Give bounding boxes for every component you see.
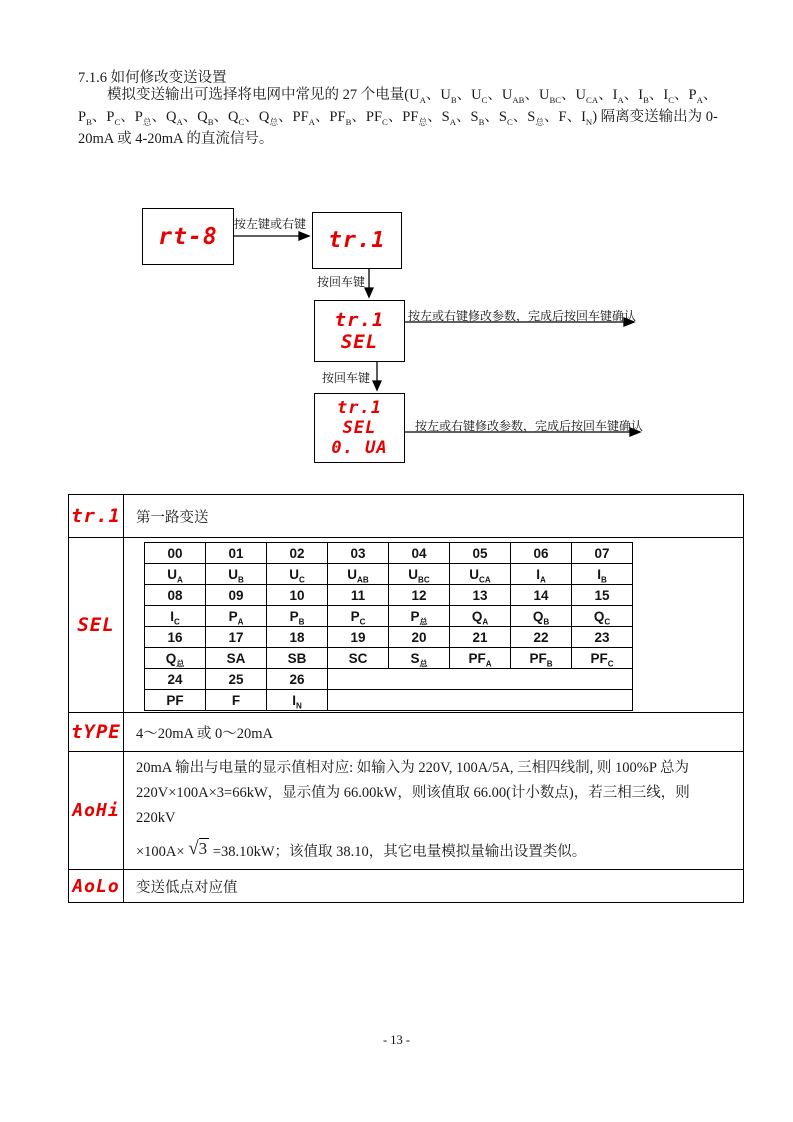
sel-cell: 00 [145,543,206,564]
seg-text: SEL [342,418,377,438]
sel-cell: 06 [511,543,572,564]
sel-cell: $Q_C$ [572,606,633,627]
sel-cell: 21 [450,627,511,648]
seg-label-aohi: AoHi [72,800,120,821]
sel-row [145,648,633,669]
row-label-cell [69,713,124,752]
sel-row [145,669,633,690]
sel-cell: $PF_C$ [572,648,633,669]
sel-cell: $Q_B$ [511,606,572,627]
arrow-label-left-right-key: 按左键或右键 [234,217,307,231]
sel-cell: $U_A$ [145,564,206,585]
sel-matrix-cell [124,538,744,713]
row-label-cell [69,538,124,713]
sel-cell: 09 [206,585,267,606]
sel-cell: 25 [206,669,267,690]
sel-row [145,585,633,606]
sel-cell: 05 [450,543,511,564]
seg-label-sel: SEL [77,614,115,636]
sel-cell: $I_A$ [511,564,572,585]
sel-cell: 01 [206,543,267,564]
sel-cell: $P_C$ [328,606,389,627]
sel-cell: $PF_B$ [511,648,572,669]
sel-row [145,543,633,564]
sel-cell [328,690,633,711]
sel-cell: $Q_总$ [145,648,206,669]
arrow-label-enter-key-2: 按回车键 [322,371,371,385]
sel-cell: $U_{AB}$ [328,564,389,585]
aohi-text-after-sqrt: =38.10kW；该值取 38.10，其它电量模拟量输出设置类似。 [212,844,587,860]
aohi-sqrt-prefix: ×100A× [136,844,185,860]
sel-cell: 11 [328,585,389,606]
seg-text: tr.1 [328,228,386,253]
sel-cell: $I_B$ [572,564,633,585]
sel-cell: $Q_A$ [450,606,511,627]
sel-row [145,690,633,711]
sel-code-table [144,542,633,711]
sel-cell: $U_C$ [267,564,328,585]
sel-cell: 26 [267,669,328,690]
seg-text: 0. UA [331,438,388,458]
display-box-tr1 [312,212,402,269]
arrow-label-enter-key-1: 按回车键 [317,275,366,289]
settings-table [68,494,744,903]
row-label-cell [69,495,124,538]
sel-row [145,606,633,627]
sel-cell: PF [145,690,206,711]
section-heading: 7.1.6 如何修改变送设置 [78,70,227,86]
seg-label-aolo: AoLo [72,875,120,897]
sel-row [145,564,633,585]
sel-cell: SB [267,648,328,669]
sel-cell: $S_总$ [389,648,450,669]
seg-label-type: tYPE [71,721,121,743]
sel-cell [328,669,633,690]
row-label-cell [69,752,124,870]
sel-cell: $I_N$ [267,690,328,711]
page-number: - 13 - [382,1033,411,1047]
row-desc-type: 4～20mA 或 0～20mA [124,713,744,752]
table-row-tr1 [69,495,744,538]
sel-cell: 20 [389,627,450,648]
sel-cell: F [206,690,267,711]
table-row-aolo [69,870,744,903]
intro-paragraph: 模拟变送输出可选择将电网中常见的 27 个电量($U_A$、$U_B$、$U_C$、$U_{AB}$、$U_{BC}$、$U_{CA}$、$I_A$、$I_B$、$I_C$、$P_A$、$P_B$、$P_C$、$P_总$、$Q_A$、$Q_B$、$Q_C$、$Q_总$、$PF_A$、$PF_B$、$PF_C$、$PF_总$、$S_A$、$S_B$、$S_C$、$S_总$、F、$I_N$) 隔离变送输出为 0-20mA 或 4-20mA 的直流信号。 [78,87,718,147]
sel-cell: $U_{BC}$ [389,564,450,585]
sel-cell: 22 [511,627,572,648]
row-desc-tr1: 第一路变送 [124,495,744,538]
table-row-aohi [69,752,744,870]
table-row-sel [69,538,744,713]
sel-cell: 12 [389,585,450,606]
display-box-tr1-sel-ua [314,393,405,463]
seg-text: SEL [340,331,379,353]
table-row-type [69,713,744,752]
sel-cell: $PF_A$ [450,648,511,669]
sel-cell: 15 [572,585,633,606]
sel-cell: 24 [145,669,206,690]
sel-row [145,627,633,648]
sel-cell: 08 [145,585,206,606]
sel-cell: SA [206,648,267,669]
sel-cell: 16 [145,627,206,648]
sel-cell: 03 [328,543,389,564]
sel-cell: 23 [572,627,633,648]
sel-cell: $U_B$ [206,564,267,585]
sqrt-3-symbol [188,836,209,861]
sel-cell: 02 [267,543,328,564]
sel-cell: $P_B$ [267,606,328,627]
seg-text: tr.1 [337,398,382,418]
sel-cell: 13 [450,585,511,606]
seg-text: tr.1 [334,309,385,331]
row-label-cell [69,870,124,903]
aohi-text-2 [136,838,731,865]
row-desc-aohi [124,752,744,870]
sel-cell: 07 [572,543,633,564]
seg-label-tr1: tr.1 [71,505,121,527]
sel-cell: 18 [267,627,328,648]
display-box-tr1-sel [314,300,405,362]
sel-cell: 10 [267,585,328,606]
row-desc-aolo: 变送低点对应值 [124,870,744,903]
sel-cell: 14 [511,585,572,606]
aohi-text-1: 20mA 输出与电量的显示值相对应: 如输入为 220V, 100A/5A, 三相四线制, 则 100%P 总为 220V×100A×3=66kW，显示值为 66.00kW，则该值取 66.00(计小数点)，若三相三线，则 220kV [136,760,690,826]
sel-cell: $I_C$ [145,606,206,627]
sel-cell: SC [328,648,389,669]
sel-cell: 19 [328,627,389,648]
sel-cell: 04 [389,543,450,564]
arrow-label-modify-confirm-2: 按左或右键修改参数，完成后按回车键确认 [415,419,644,433]
radical-sign: √ [188,838,199,859]
display-box-rt8 [142,208,234,265]
sel-cell: $P_A$ [206,606,267,627]
seg-text: rt-8 [158,223,218,250]
sel-cell: $P_总$ [389,606,450,627]
arrow-label-modify-confirm-1: 按左或右键修改参数，完成后按回车键确认 [408,309,637,323]
sel-cell: $U_{CA}$ [450,564,511,585]
radicand: 3 [198,839,208,858]
sel-cell: 17 [206,627,267,648]
